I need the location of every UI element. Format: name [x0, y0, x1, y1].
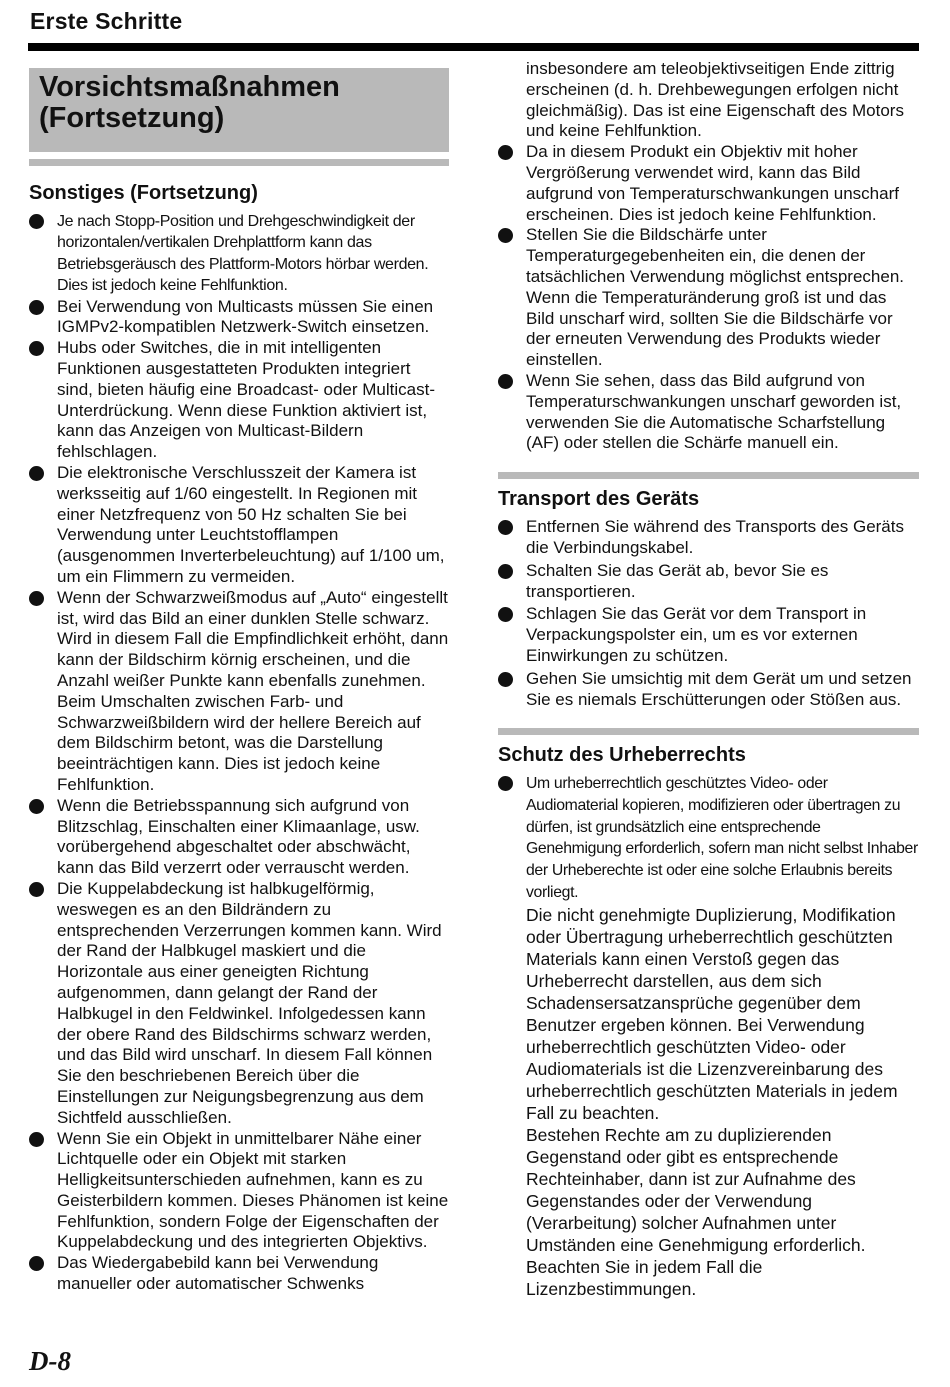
header-rule [28, 43, 919, 51]
bullet-icon [498, 145, 513, 160]
list-item: Wenn der Schwarzweißmodus auf „Auto“ eingestellt ist, wird das Bild an einer dunklen Stelle schwarz. Wird in diesem Fall die Empfindlichkeit erhöht, dann kann der Bildschirm körnig erscheinen, und die Anzahl weißer Punkte kann ebenfalls zunehmen. Beim Umschalten zwischen Farb- und Schwarzweißbildern wird der hellere Bereich auf dem Bildschirm betont, was die Darstellung beeinträchtigen kann. Dies ist jedoch keine Fehlfunktion. [29, 588, 449, 796]
bullet-icon [29, 799, 44, 814]
list-item: Schlagen Sie das Gerät vor dem Transport in Verpackungspolster ein, um es vor externen Einwirkungen zu schützen. [498, 604, 919, 666]
page-title: Vorsichtsmaßnahmen (Fortsetzung) [39, 71, 340, 134]
copyright-paragraph: Bestehen Rechte am zu duplizierenden Gegenstand oder gibt es entsprechende Rechteinhaber, dann ist zur Aufnahme des Gegenstandes oder der Verwendung (Verarbeitung) solcher Aufnahmen unter Umständen eine Genehmigung erforderlich. Beachten Sie in jedem Fall die Lizenzbestimmungen. [526, 1124, 866, 1299]
bullet-icon [498, 564, 513, 579]
bullet-icon [29, 466, 44, 481]
bullet-icon [29, 591, 44, 606]
section-title-urheberrecht: Schutz des Urheberrechts [498, 744, 746, 767]
bullet-icon [498, 520, 513, 535]
list-item: Das Wiedergabebild kann bei Verwendung manueller oder automatischer Schwenks [29, 1253, 449, 1295]
list-item: Entfernen Sie während des Transports des Geräts die Verbindungskabel. [498, 517, 919, 559]
page-title-box [29, 68, 449, 159]
copyright-list [498, 773, 919, 903]
bullet-icon [29, 1132, 44, 1147]
page-number: D-8 [29, 1346, 71, 1376]
section-title-sonstiges: Sonstiges (Fortsetzung) [29, 182, 258, 204]
bullet-icon [498, 374, 513, 389]
chapter-header: Erste Schritte [30, 8, 183, 34]
bullet-icon [29, 341, 44, 356]
copyright-paragraph: Die nicht genehmigte Duplizierung, Modifikation oder Übertragung urheberrechtlich geschützten Materials kann einen Verstoß gegen das Urheberrecht darstellen, aus dem sich Schadensersatzansprüche gegenüber dem Benutzer ergeben können. Bei Verwendung urheberrechtlich geschützten Video- oder Audiomaterials ist die Lizenzvereinbarung des urheberrechtlich geschützten Materials in jedem Fall zu beachten. [526, 904, 898, 1123]
bullet-icon [29, 300, 44, 315]
list-item: Wenn Sie ein Objekt in unmittelbarer Nähe einer Lichtquelle oder ein Objekt mit starken Helligkeitsunterschieden aufnehmen, kann es zu Geisterbildern kommen. Dieses Phänomen ist keine Fehlfunktion, sondern Folge der Eigenschaften der Kuppelabdeckung und des integrierten Objektivs. [29, 1129, 449, 1254]
bullet-icon [29, 882, 44, 897]
list-item: Die elektronische Verschlusszeit der Kamera ist werksseitig auf 1/60 eingestellt. In Regionen mit einer Netzfrequenz von 50 Hz schalten Sie bei Verwendung unter Leuchtstofflampen (ausgenommen Inverterbeleuchtung) auf 1/100 um, um ein Flimmern zu vermeiden. [29, 463, 449, 588]
bullet-icon [498, 228, 513, 243]
copyright-body [498, 904, 919, 1300]
sonstiges-list [29, 211, 449, 1295]
right-column [498, 59, 919, 1300]
list-item: Wenn die Betriebsspannung sich aufgrund von Blitzschlag, Einschalten einer Klimaanlage, usw. vorübergehend abgeschaltet oder abschwächt, kann das Bild verzerrt oder verrauscht werden. [29, 796, 449, 879]
section-divider [498, 728, 919, 735]
list-item: Bei Verwendung von Multicasts müssen Sie einen IGMPv2-kompatiblen Netzwerk-Switch einsetzen. [29, 297, 449, 339]
list-item: Je nach Stopp-Position und Drehgeschwindigkeit der horizontalen/vertikalen Drehplattform kann das Betriebsgeräusch des Plattform-Motors hörbar werden. Dies ist jedoch keine Fehlfunktion. [29, 211, 449, 297]
bullet-icon [29, 1256, 44, 1271]
continued-text: insbesondere am teleobjektivseitigen Ende zittrig erscheinen (d. h. Drehbewegungen erfolgen nicht gleichmäßig). Das ist eine Eigenschaft des Motors und keine Fehlfunktion. [526, 59, 904, 141]
list-item: Da in diesem Produkt ein Objektiv mit hoher Vergrößerung verwendet wird, kann das Bild aufgrund von Temperaturschwankungen unscharf erscheinen. Dies ist jedoch keine Fehlfunktion. [498, 142, 919, 225]
bullet-icon [498, 672, 513, 687]
list-item: Schalten Sie das Gerät ab, bevor Sie es transportieren. [498, 561, 919, 603]
list-item: Die Kuppelabdeckung ist halbkugelförmig, weswegen es an den Bildrändern zu entsprechenden Verzerrungen kommen kann. Wird der Rand der Halbkugel maskiert und die Horizontale aus einer geneigten Richtung aufgenommen, dann gelangt der Rand der Halbkugel in den Feldwinkel. Infolgedessen kann der obere Rand des Bildschirms schwarz werden, und das Bild wird unscharf. In diesem Fall können Sie den beschriebenen Bereich über die Einstellungen zur Neigungsbegrenzung aus dem Sichtfeld ausschließen. [29, 879, 449, 1129]
transport-list [498, 517, 919, 710]
bullet-icon [29, 214, 44, 229]
list-item: Hubs oder Switches, die in mit intelligenten Funktionen ausgestatteten Produkten integriert sind, bieten häufig eine Broadcast- oder Multicast-Unterdrückung. Wenn diese Funktion aktiviert ist, kann das Anzeigen von Multicast-Bildern fehlschlagen. [29, 338, 449, 463]
bullet-icon [498, 607, 513, 622]
sonstiges-list-continued [498, 142, 919, 454]
list-item: Um urheberrechtlich geschütztes Video- oder Audiomaterial kopieren, modifizieren oder übertragen zu dürfen, ist grundsätzlich eine entsprechende Genehmigung erforderlich, sofern man nicht selbst Inhaber der Urheberechte ist oder eine solche Erlaubnis bereits vorliegt. [498, 773, 919, 903]
section-title-transport: Transport des Geräts [498, 488, 700, 511]
list-item: Stellen Sie die Bildschärfe unter Temperaturgegebenheiten ein, die denen der tatsächlichen Verwendung möglichst entsprechen. Wenn die Temperaturänderung groß ist und das Bild unscharf wird, sollten Sie die Bildschärfe vor der erneuten Verwendung des Produkts wieder einstellen. [498, 225, 919, 371]
list-item: Wenn Sie sehen, dass das Bild aufgrund von Temperaturschwankungen unscharf geworden ist, verwenden Sie die Automatische Scharfstellung (AF) oder stellen die Schärfe manuell ein. [498, 371, 919, 454]
list-item: Gehen Sie umsichtig mit dem Gerät um und setzen Sie es niemals Erschütterungen oder Stößen aus. [498, 669, 919, 711]
bullet-icon [498, 776, 513, 791]
left-column [29, 68, 449, 1295]
section-divider [498, 472, 919, 479]
